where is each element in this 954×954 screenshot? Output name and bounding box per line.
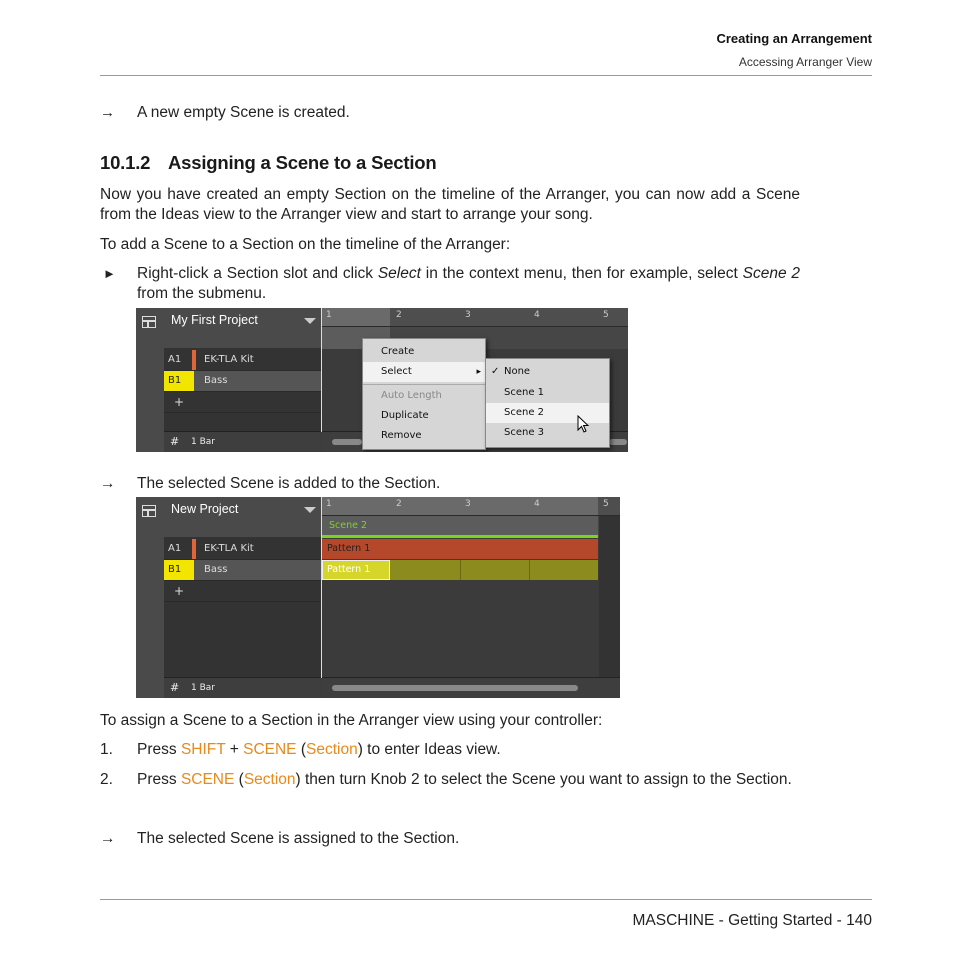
group-name: Bass [204,375,228,386]
running-header-chapter: Creating an Arrangement [716,31,872,46]
context-menu [362,338,486,450]
menu-item-create[interactable]: Create [381,346,415,357]
ruler-tick: 1 [326,310,332,320]
group-id: A1 [168,354,182,365]
step-text: ( [296,741,306,758]
heading-title: Assigning a Scene to a Section [168,152,437,173]
project-title: New Project [171,502,239,516]
step-text: + [225,741,244,758]
bar-divider [460,560,461,580]
section-slot[interactable] [322,516,598,535]
ruler-tick: 5 [603,310,609,320]
result-arrow-icon: → [100,104,115,121]
group-row[interactable] [164,539,321,560]
shift-button-label: SHIFT [180,741,226,758]
step-text: ( [234,771,244,788]
submenu-item-none[interactable] [486,362,609,382]
grid-bar [164,431,321,452]
step-text: Press [137,741,181,758]
ruler-tick: 5 [603,499,609,509]
running-header-section: Accessing Arranger View [738,55,872,69]
menu-item-select[interactable] [363,362,485,382]
list-step-1 [137,740,501,760]
section-lane[interactable] [322,516,620,538]
ruler-tick: 4 [534,310,540,320]
submenu-item-scene-3[interactable]: Scene 3 [504,427,545,438]
step-text-c: from the submenu. [137,285,267,302]
playhead [321,497,322,678]
pattern-label: Pattern 1 [327,543,371,554]
playhead [321,308,322,432]
mouse-cursor-icon [577,415,591,435]
submenu-item-scene-1[interactable]: Scene 1 [504,387,545,398]
result-text-2: The selected Scene is added to the Section. [137,475,441,492]
select-submenu [485,358,610,448]
pattern-clip-b1[interactable] [322,560,598,580]
group-id: B1 [164,560,194,580]
ruler-tick: 2 [396,499,402,509]
step-text: ) then turn Knob 2 to select the Scene you want to assign to the Section. [295,771,792,788]
paragraph-1: Now you have created an empty Section on the timeline of the Arranger, you can now add a Scene from the Ideas view to the Arranger view and start to arrange your song. [100,186,800,223]
pattern-clip-selected[interactable] [322,560,390,580]
timeline-ruler [322,497,620,516]
arranger-view-icon[interactable] [142,316,156,328]
arranger-screenshot-2 [136,497,620,698]
group-list [164,537,321,677]
ruler-selection [322,497,598,515]
left-panel [136,497,165,698]
section-scene-bar [322,535,598,538]
project-title: My First Project [171,313,258,327]
group-row[interactable] [164,371,321,392]
result-arrow-icon: → [100,830,116,847]
ruler-tick: 4 [534,499,540,509]
menu-item-remove[interactable]: Remove [381,430,422,441]
ruler-tick: 3 [465,310,471,320]
pattern-label: Pattern 1 [327,564,371,575]
grid-icon[interactable]: # [170,435,180,448]
step-text: ) to enter Ideas view. [357,741,501,758]
group-color-bar [192,539,196,559]
group-id: B1 [164,371,194,391]
step-text-a: Right-click a Section slot and click [137,265,378,282]
grid-bar [164,677,321,698]
list-step-2 [137,770,800,790]
result-line-1 [100,103,115,123]
heading-number: 10.1.2 [100,152,151,173]
project-dropdown-icon[interactable] [304,318,316,324]
timeline-scrollbar[interactable] [322,677,620,698]
section-button-label: Section [305,741,358,758]
group-row[interactable] [164,560,321,581]
scroll-thumb-end[interactable] [609,439,627,445]
pattern-clip-a1[interactable] [322,539,598,559]
scene-button-label: SCENE [243,741,297,758]
scroll-thumb[interactable] [332,685,578,691]
bar-divider [529,560,530,580]
group-list [164,348,321,432]
section-button-label: Section [243,771,296,788]
grid-resolution: 1 Bar [191,683,215,693]
list-number-1: 1. [100,741,113,758]
ruler-selection [322,308,390,326]
arranger-screenshot-1 [136,308,628,452]
menu-item-select-label: Select [381,366,412,377]
group-row[interactable] [164,350,321,371]
ruler-tick: 3 [465,499,471,509]
section-scene-label: Scene 2 [329,520,368,531]
result-text-3: The selected Scene is assigned to the Section. [137,830,460,847]
group-name: EK-TLA Kit [204,543,254,554]
paragraph-2: To add a Scene to a Section on the timeline of the Arranger: [100,236,511,253]
arranger-view-icon[interactable] [142,505,156,517]
ruler-tick: 2 [396,310,402,320]
timeline-end [599,516,620,678]
result-arrow-icon: → [100,475,116,492]
menu-item-auto-length: Auto Length [381,390,442,401]
plus-icon: + [174,584,185,598]
scene-button-label: SCENE [180,771,235,788]
left-panel [136,308,165,452]
group-color-bar [192,350,196,370]
step-select-term: Select [377,265,421,282]
step-text: Press [137,771,181,788]
submenu-item-scene-2[interactable]: Scene 2 [486,403,609,423]
scroll-thumb[interactable] [332,439,362,445]
grid-icon[interactable]: # [170,681,180,694]
menu-item-duplicate[interactable]: Duplicate [381,410,429,421]
checkmark-icon: ✓ [491,366,500,377]
step-text-b: in the context menu, then for example, select [420,265,743,282]
timeline-ruler [322,308,628,327]
ruler-tick: 1 [326,499,332,509]
list-number-2: 2. [100,771,113,788]
project-dropdown-icon[interactable] [304,507,316,513]
paragraph-3: To assign a Scene to a Section in the Arranger view using your controller: [100,712,603,729]
footer-rule [100,899,872,900]
add-group-button[interactable] [164,392,321,413]
bullet-icon: ► [103,266,116,281]
result-text-1: A new empty Scene is created. [137,104,350,121]
group-id: A1 [168,543,182,554]
pattern-area [322,581,598,677]
submenu-item-label: None [504,366,531,377]
add-group-button[interactable] [164,581,321,602]
submenu-arrow-icon: ▸ [476,367,481,377]
menu-separator [363,384,485,385]
group-name: EK-TLA Kit [204,354,254,365]
group-name: Bass [204,564,228,575]
plus-icon: + [174,395,185,409]
header-rule [100,75,872,76]
step-instruction [137,264,800,304]
step-scene-term: Scene 2 [742,265,800,282]
grid-resolution: 1 Bar [191,437,215,447]
page-footer: MASCHINE - Getting Started - 140 [632,912,872,929]
section-heading [100,152,436,174]
